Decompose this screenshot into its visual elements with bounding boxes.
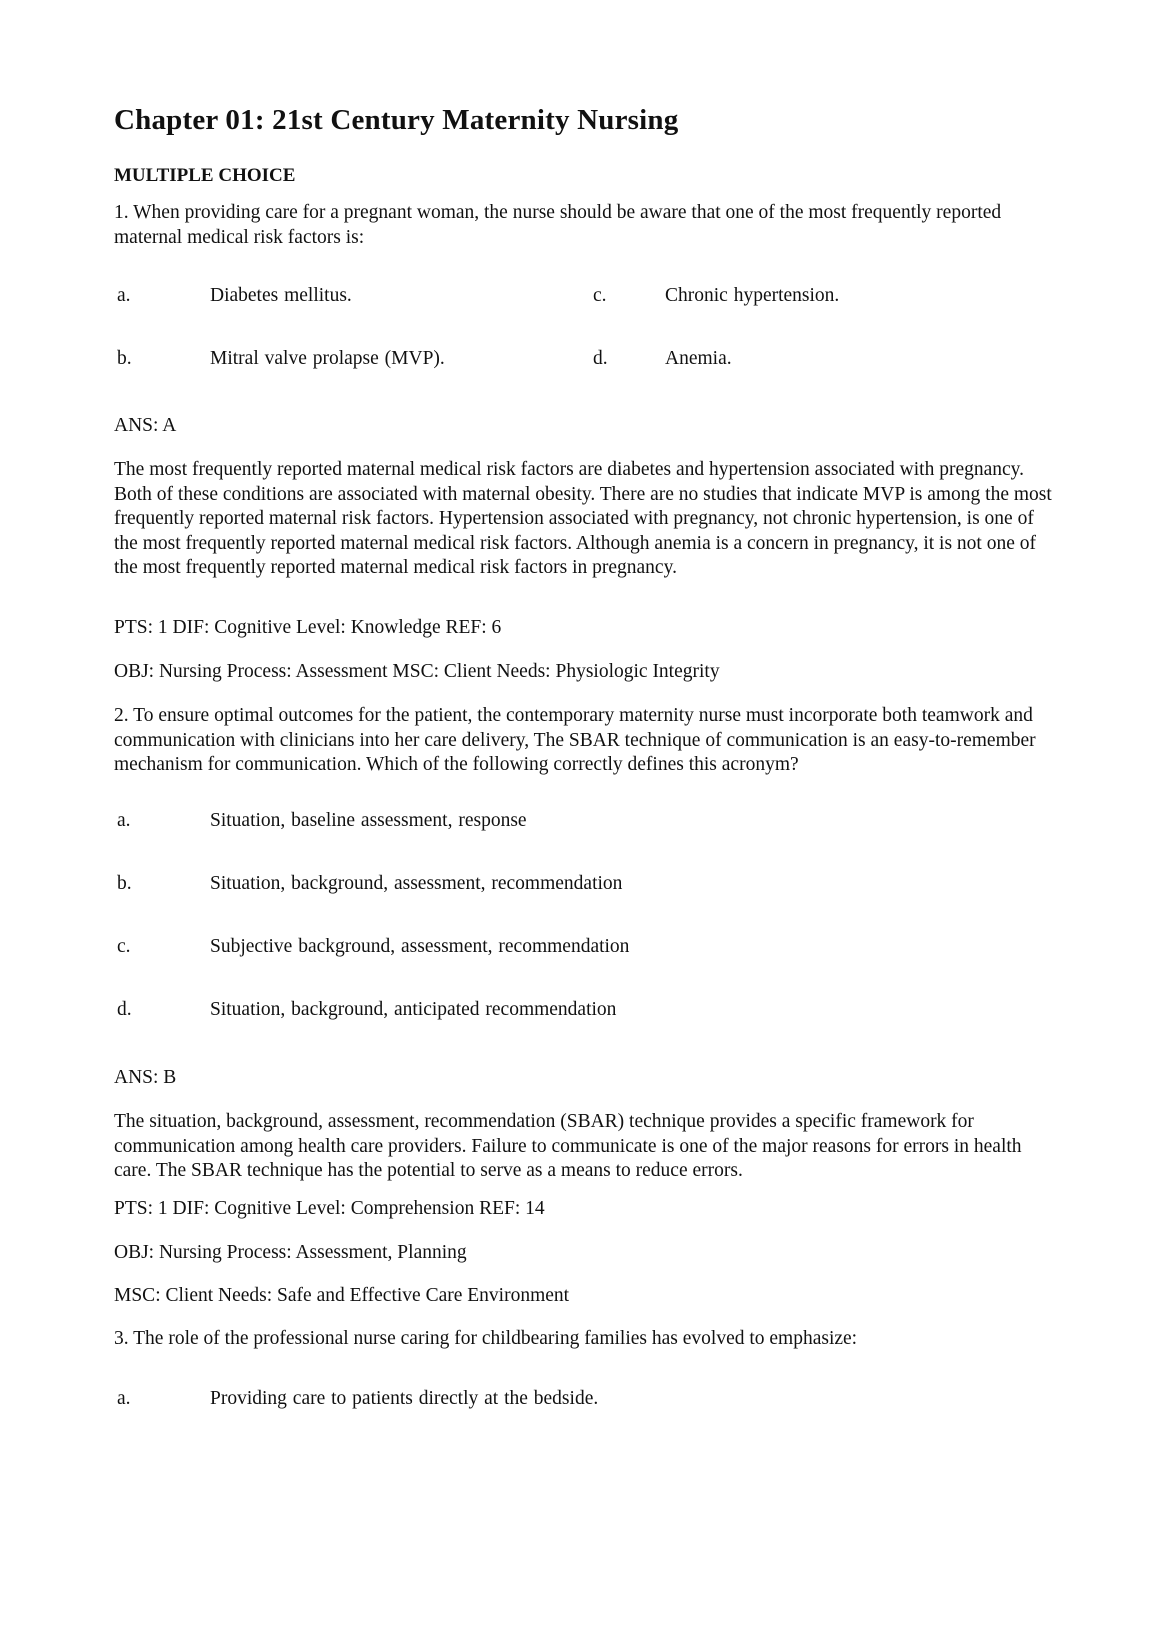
- q2-meta-pts: PTS: 1 DIF: Cognitive Level: Comprehension REF: 14: [114, 1198, 545, 1219]
- question-2-stem: 2. To ensure optimal outcomes for the patient, the contemporary maternity nurse must incorporate both teamwork and communication with clinicians into her care delivery, The SBAR technique of communication is an easy-to-remember mechanism for communication. Which of the following correctly defines this acronym?: [114, 705, 1036, 775]
- q1-option-d-letter: d.: [593, 348, 608, 369]
- q2-option-b-text: Situation, background, assessment, recommendation: [210, 873, 623, 894]
- q2-option-b-letter: b.: [117, 873, 132, 894]
- section-heading: MULTIPLE CHOICE: [114, 165, 296, 186]
- q1-option-c-text: Chronic hypertension.: [665, 285, 840, 306]
- chapter-title: Chapter 01: 21st Century Maternity Nursing: [114, 104, 679, 136]
- q2-option-a-text: Situation, baseline assessment, response: [210, 810, 527, 831]
- question-3-stem: 3. The role of the professional nurse caring for childbearing families has evolved to emphasize:: [114, 1328, 858, 1349]
- q1-rationale: The most frequently reported maternal medical risk factors are diabetes and hypertension associated with pregnancy. Both of these conditions are associated with maternal obesity. There are no studies that indicate MVP is among the most frequently reported maternal risk factors. Hypertension associated with pregnancy, not chronic hypertension, is one of the most frequently reported maternal medical risk factors. Although anemia is a concern in pregnancy, it is not one of the most frequently reported maternal medical risk factors in pregnancy.: [114, 459, 1052, 578]
- q2-rationale: The situation, background, assessment, recommendation (SBAR) technique provides a specific framework for communication among health care providers. Failure to communicate is one of the major reasons for errors in health care. The SBAR technique has the potential to serve as a means to reduce errors.: [114, 1111, 1022, 1181]
- q1-option-a-text: Diabetes mellitus.: [210, 285, 352, 306]
- q3-option-a-letter: a.: [117, 1388, 131, 1409]
- q1-option-d-text: Anemia.: [665, 348, 732, 369]
- q1-option-b-letter: b.: [117, 348, 132, 369]
- q2-meta-obj: OBJ: Nursing Process: Assessment, Planning: [114, 1242, 467, 1263]
- q2-option-c-letter: c.: [117, 936, 131, 957]
- q1-option-b-text: Mitral valve prolapse (MVP).: [210, 348, 445, 369]
- q1-answer: ANS: A: [114, 415, 177, 436]
- q2-option-c-text: Subjective background, assessment, recommendation: [210, 936, 630, 957]
- q3-option-a-text: Providing care to patients directly at the bedside.: [210, 1388, 599, 1409]
- q1-option-a-letter: a.: [117, 285, 131, 306]
- q2-option-d-letter: d.: [117, 999, 132, 1020]
- q1-meta-pts: PTS: 1 DIF: Cognitive Level: Knowledge REF: 6: [114, 617, 502, 638]
- q2-option-a-letter: a.: [117, 810, 131, 831]
- q1-meta-obj: OBJ: Nursing Process: Assessment MSC: Client Needs: Physiologic Integrity: [114, 661, 720, 682]
- question-1-stem: 1. When providing care for a pregnant woman, the nurse should be aware that one of the most frequently reported maternal medical risk factors is:: [114, 202, 1002, 248]
- q2-option-d-text: Situation, background, anticipated recommendation: [210, 999, 617, 1020]
- q2-meta-msc: MSC: Client Needs: Safe and Effective Care Environment: [114, 1285, 570, 1306]
- q2-answer: ANS: B: [114, 1067, 177, 1088]
- q1-option-c-letter: c.: [593, 285, 607, 306]
